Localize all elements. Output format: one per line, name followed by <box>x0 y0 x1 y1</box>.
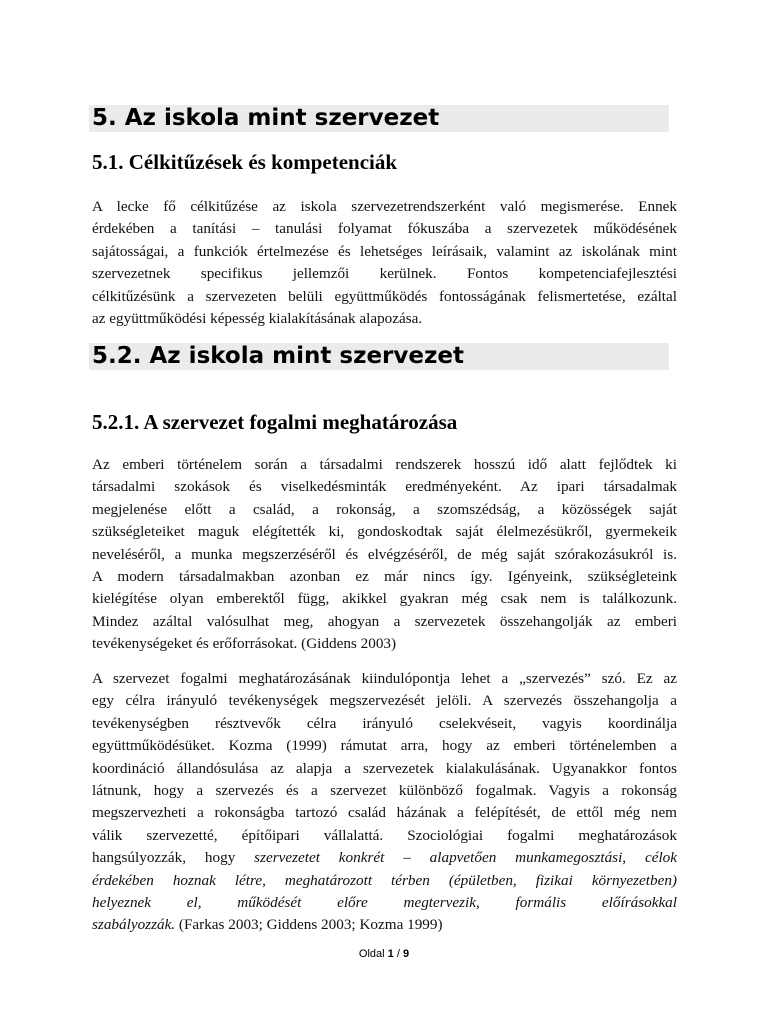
text-line <box>92 914 677 936</box>
text-line: tevékenységben résztvevők célra irányuló cselekvéseit, vagyis koordinálja <box>92 714 677 732</box>
text-line: Az emberi történelem során a társadalmi rendszerek hosszú idő alatt fejlődtek ki <box>92 456 677 473</box>
footer-label: Oldal <box>358 948 388 960</box>
section-heading-goals: 5.1. Célkitűzések és kompetenciák <box>92 150 398 174</box>
text-line: egy célra irányuló tevékenységek megszervezését jelöli. A szervezés összehangolja a <box>92 692 677 710</box>
text-line: érdekében a tanítási – tanulási folyamat fókuszába a szervezetek működésének <box>92 220 677 238</box>
paragraph-definition <box>92 668 677 937</box>
page-total: 9 <box>402 948 410 960</box>
italic-text-run: szervezetet konkrét – alapvetően munkamegosztási, célok <box>254 849 677 867</box>
text-line: együttműködésüket. Kozma (1999) rámutat arra, hogy az emberi történelemben a <box>92 737 677 755</box>
paragraph-goals <box>92 196 677 330</box>
text-line: társadalmi szokások és viselkedésminták eredményeként. Az ipari társadalmak <box>92 478 677 496</box>
text-line: megszervezheti a rokonságba tartozó család házának a felépítését, de ettől még nem <box>92 804 677 822</box>
text-line: tevékenységeket és erőforrásokat. (Giddens 2003) <box>92 635 397 653</box>
text-line: célkitűzésünk a szervezeten belüli együttműködés fontosságának felismertetése, ezáltal <box>92 287 677 305</box>
text-line: megjelenése előtt a család, a rokonság, a szomszédság, a közösségek saját <box>92 500 677 518</box>
text-line: koordináció állandósulása az alapja a szervezetek kialakulásának. Ugyanakkor fontos <box>92 759 677 777</box>
text-line: kielégítése olyan emberektől függ, akikkel gyakran még csak nem is találkozunk. <box>92 590 677 608</box>
text-run: hangsúlyozzák, hogy <box>92 849 255 867</box>
text-line: A modern társadalmakban azonban ez már nincs így. Igényeink, szükségleteink <box>92 568 677 586</box>
text-line: sajátosságai, a funkciók értelmezése és lehetséges leírásaik, valamint az iskolának mint <box>92 242 677 260</box>
text-line: az együttműködési képesség kialakításának alapozása. <box>92 310 423 328</box>
subsection-heading-definition: 5.2.1. A szervezet fogalmi meghatározása <box>92 410 458 434</box>
text-run: (Farkas 2003; Giddens 2003; Kozma 1999) <box>175 916 443 934</box>
text-line: Mindez azáltal valósulhat meg, ahogyan a szervezetek összehangolják az emberi <box>92 612 677 630</box>
text-line: szervezetnek specifikus jellemzői kerülnek. Fontos kompetenciafejlesztési <box>92 265 677 283</box>
italic-text-run: érdekében hoznak létre, meghatározott térben (épületben, fizikai környezetben) <box>92 871 677 889</box>
text-line: A lecke fő célkitűzése az iskola szervezetrendszerként való megismerése. Ennek <box>92 198 677 215</box>
text-line <box>92 892 677 914</box>
text-line: neveléséről, a munka megszerzéséről és elvégzéséről, de még saját szórakozásukról is. <box>92 545 677 563</box>
text-line <box>92 870 677 892</box>
chapter-heading: 5. Az iskola mint szervezet <box>89 105 669 132</box>
text-line: A szervezet fogalmi meghatározásának kiindulópontja lehet a „szervezés” szó. Ez az <box>92 670 677 687</box>
italic-text-run: helyeznek el, működését előre megtervezik, formális előírásokkal <box>92 894 677 912</box>
italic-text-run: szabályozzák. <box>92 916 176 934</box>
paragraph-history <box>92 454 677 656</box>
page-footer <box>0 948 768 960</box>
footer-separator: / <box>393 948 403 960</box>
text-line: válik szervezetté, építőipari vállalattá. Szociológiai fogalmi meghatározások <box>92 826 677 844</box>
text-line <box>92 847 677 869</box>
section-heading-school-org: 5.2. Az iskola mint szervezet <box>89 343 669 370</box>
page-number: 1 <box>387 948 394 960</box>
text-line: szükségleteiket maguk elégítették ki, gondoskodtak saját élelmezésükről, gyermekeik <box>92 523 677 541</box>
text-line: látnunk, hogy a szervezés és a szervezet különböző fogalmak. Vagyis a rokonság <box>92 782 677 800</box>
